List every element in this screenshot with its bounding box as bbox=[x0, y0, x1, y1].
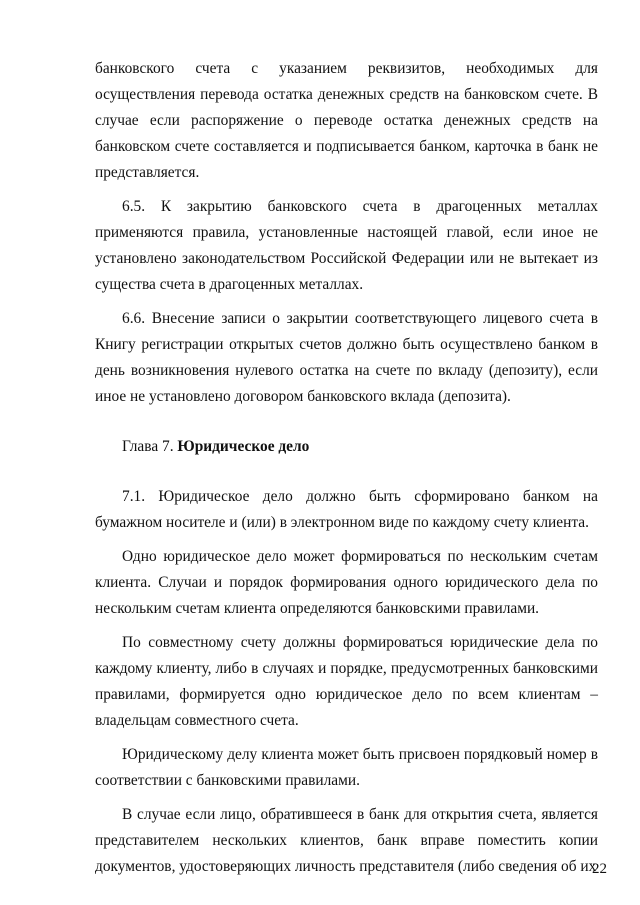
paragraph-6-5: 6.5. К закрытию банковского счета в драгоценных металлах применяются правила, установленные настоящей главой, если иное не установлено законодательством Российской Федерации или не вытекает из существа счета в драгоценных металлах. bbox=[95, 198, 598, 293]
document-page bbox=[95, 56, 598, 880]
chapter-heading bbox=[95, 434, 598, 460]
paragraph-joint-account: По совместному счету должны формироваться юридические дела по каждому клиенту, либо в случаях и порядке, предусмотренных банковскими правилами, формируется одно юридическое дело по всем клиентам – владельцам совместного счета. bbox=[95, 634, 598, 729]
page-number: 22 bbox=[592, 861, 607, 877]
paragraph-serial-number: Юридическому делу клиента может быть присвоен порядковый номер в соответствии с банковскими правилами. bbox=[95, 746, 598, 789]
paragraph-6-6: 6.6. Внесение записи о закрытии соответствующего лицевого счета в Книгу регистрации открытых счетов должно быть осуществлено банком в день возникновения нулевого остатка на счете по вкладу (депозиту), если иное не установлено договором банковского вклада (депозита). bbox=[95, 310, 598, 405]
paragraph-representative: В случае если лицо, обратившееся в банк для открытия счета, является представителем нескольких клиентов, банк вправе поместить копии документов, удостоверяющих личность представителя (либо сведения об их bbox=[95, 806, 598, 875]
paragraph-7-1: 7.1. Юридическое дело должно быть сформировано банком на бумажном носителе и (или) в электронном виде по каждому счету клиента. bbox=[95, 488, 598, 531]
paragraph-continuation: банковского счета с указанием реквизитов, необходимых для осуществления перевода остатка денежных средств на банковском счете. В случае если распоряжение о переводе остатка денежных средств на банковском счете составляется и подписывается банком, карточка в банк не представляется. bbox=[95, 60, 598, 181]
paragraph-single-dossier: Одно юридическое дело может формироваться по нескольким счетам клиента. Случаи и порядок формирования одного юридического дела по нескольким счетам клиента определяются банковскими правилами. bbox=[95, 548, 598, 617]
chapter-title: Юридическое дело bbox=[177, 438, 310, 455]
chapter-prefix: Глава 7. bbox=[122, 438, 178, 455]
